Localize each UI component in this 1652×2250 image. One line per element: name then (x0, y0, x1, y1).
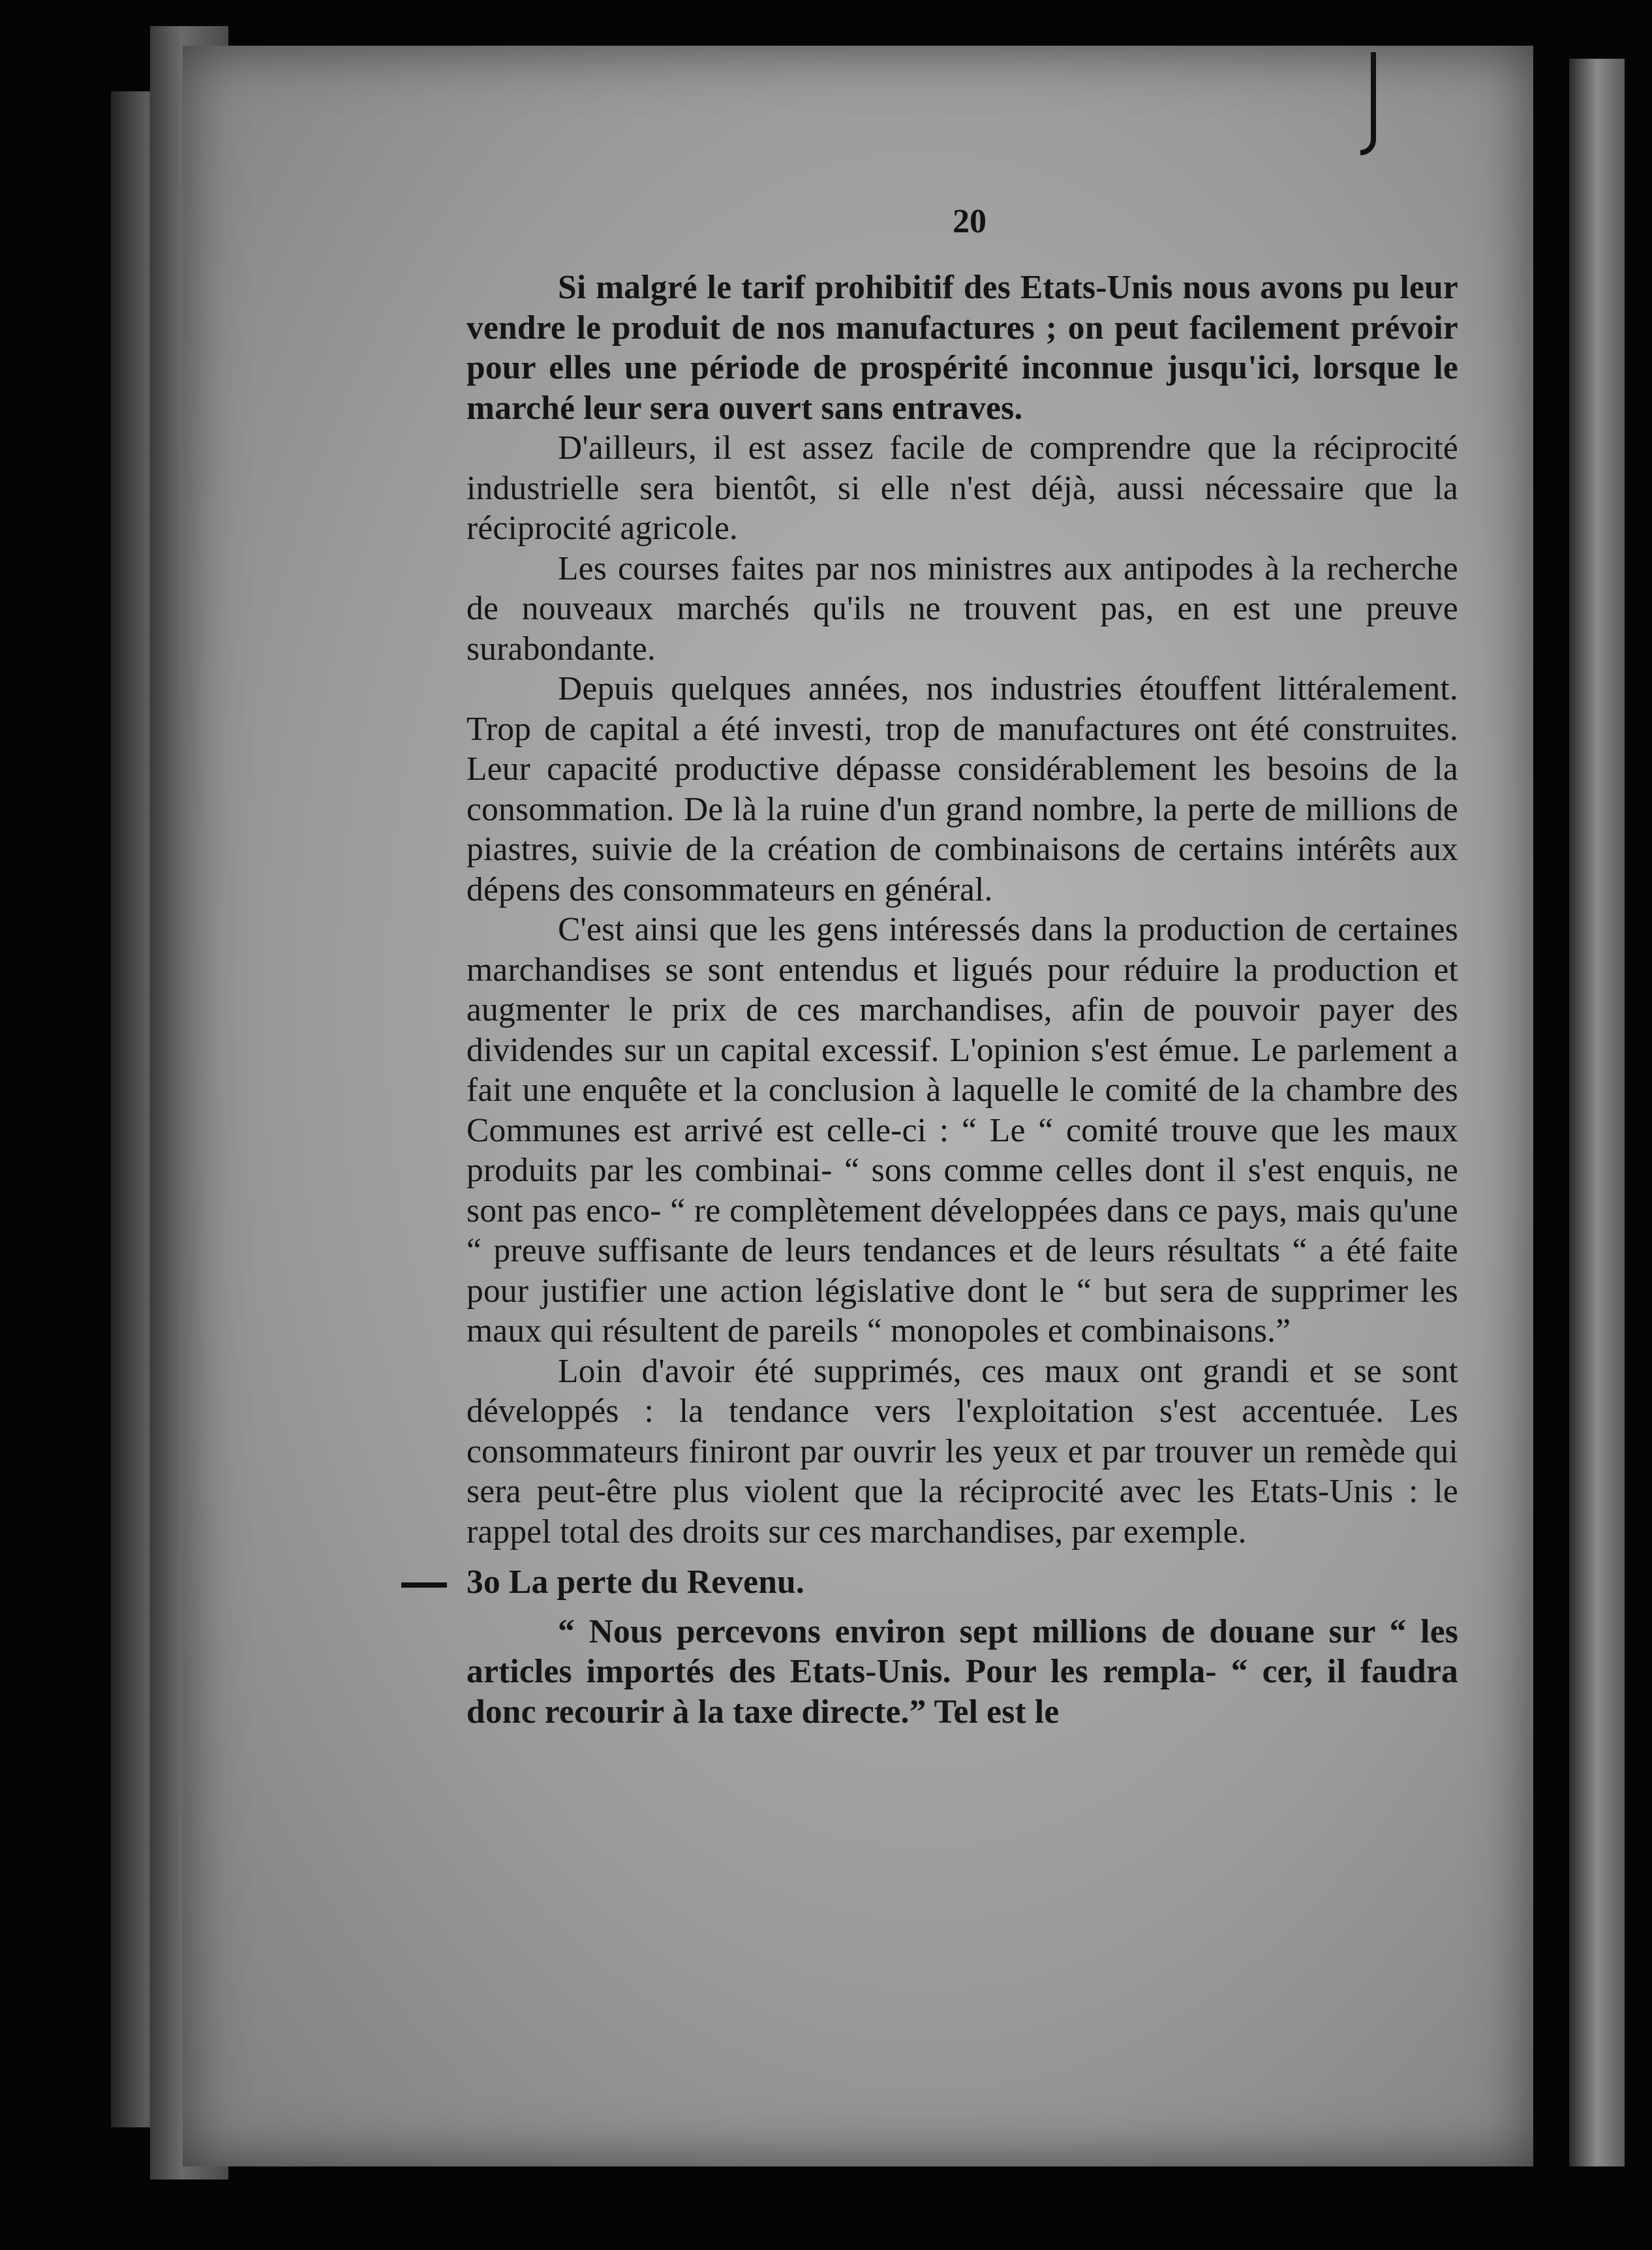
paragraph: D'ailleurs, il est assez facile de comprendre que la réciprocité industrielle sera bientôt, si elle n'est déjà, aussi nécessaire que la réciprocité agricole. (467, 429, 1458, 547)
paragraph: Si malgré le tarif prohibitif des Etats-Unis nous avons pu leur vendre le produit de nos manufactures ; on peut facilement prévoir pour elles une période de prospérité inconnue jusqu'ici, lorsque le marché leur sera ouvert sans entraves. (467, 269, 1458, 427)
paragraph: Les courses faites par nos ministres aux antipodes à la recherche de nouveaux marchés qu'ils ne trouvent pas, en est une preuve surabondante. (467, 549, 1458, 668)
heading-rule (401, 1582, 447, 1588)
body-text (467, 268, 1458, 1732)
section-heading (467, 1562, 1458, 1603)
paragraph: Loin d'avoir été supprimés, ces maux ont grandi et se sont développés : la tendance vers l'exploitation s'est accentuée. Les consommateurs finiront par ouvrir les yeux et par trouver un remède qui sera peut-être plus violent que la réciprocité avec les Etats-Unis : le rappel total des droits sur ces marchandises, par exemple. (467, 1352, 1458, 1550)
corner-mark (1360, 52, 1376, 155)
paragraph: “ Nous percevons environ sept millions de douane sur “ les articles importés des Etats-Unis. Pour les rempla- “ cer, il faudra donc recourir à la taxe directe.” Tel est le (467, 1612, 1458, 1731)
facing-page-edge (1569, 59, 1625, 2166)
section-heading-text: 3o La perte du Revenu. (467, 1564, 804, 1601)
paragraph: C'est ainsi que les gens intéressés dans la production de certaines marchandises se sont entendus et ligués pour réduire la production et augmenter le prix de ces marchandises, afin de pouvoir payer des dividendes sur un capital excessif. L'opinion s'est émue. Le parlement a fait une enquête et la conclusion à laquelle le comité de la chambre des Communes est arrivé est celle-ci : “ Le “ comité trouve que les maux produits par les combinai- “ sons comme celles dont il s'est enquis, ne sont pas enco- “ re complètement développées dans ce pays, mais qu'une “ preuve suffisante de leurs tendances et de leurs résultats “ a été faite pour justifier une action législative dont le “ but sera de supprimer les maux qui résultent de pareils “ monopoles et combinaisons.” (467, 911, 1458, 1349)
page-number: 20 (953, 203, 987, 240)
paragraph: Depuis quelques années, nos industries étouffent littéralement. Trop de capital a été investi, trop de manufactures ont été construites. Leur capacité productive dépasse considérablement les besoins de la consommation. De là la ruine d'un grand nombre, la perte de millions de piastres, suivie de la création de combinaisons de certains intérêts aux dépens des consommateurs en général. (467, 670, 1458, 908)
